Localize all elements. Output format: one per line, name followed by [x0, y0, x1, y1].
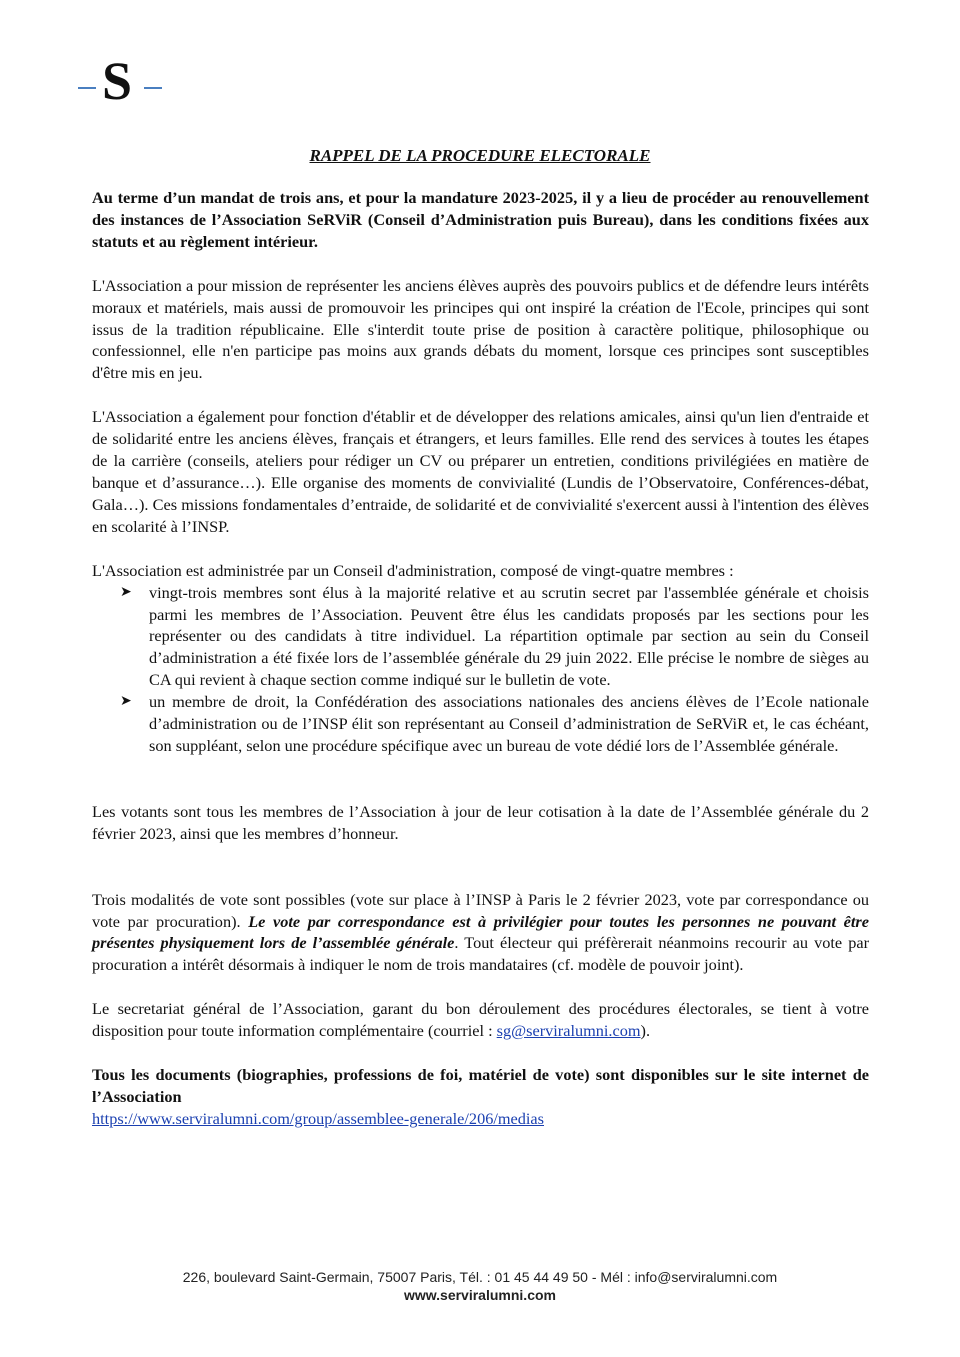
- secretariat-email-link[interactable]: sg@serviralumni.com: [496, 1021, 641, 1041]
- mission-paragraph: L'Association a pour mission de représenter les anciens élèves auprès des pouvoirs publics et de défendre leurs intérêts moraux et matériels, mais aussi de promouvoir les principes qui ont inspiré la création de l'Ecole, principes qui sont issus de la tradition républicaine. Elle s'interdit toute prise de position à caractère politique, philosophique ou confessionnel, elle n'en participe pas moins aux grands débats du moment, lorsque ces principes sont susceptibles d'être mis en jeu.: [92, 275, 869, 383]
- votants-paragraph: Les votants sont tous les membres de l’Association à jour de leur cotisation à la date de l’Assemblée générale du 2 février 2023, ainsi que les membres d’honneur.: [92, 801, 869, 843]
- modalites-text-end: . Tout électeur qui préfèrerait néanmoins recourir au vote par procuration a intérêt désormais à indiquer le nom de trois mandataires (cf. modèle de pouvoir joint).: [92, 933, 869, 975]
- arrowhead-bullet-icon: ➤: [120, 694, 132, 710]
- list-item-text: un membre de droit, la Confédération des associations nationales des anciens élèves de l’Ecole nationale d’administration ou de l’INSP élit son représentant au Conseil d’administration de SeRViR et, le cas échéant, son suppléant, selon une procédure spécifique avec un bureau de vote dédié lors de l’Assemblée générale.: [149, 692, 869, 755]
- list-item: [120, 582, 869, 692]
- modalites-paragraph: [92, 889, 869, 977]
- document-body: [92, 187, 869, 1130]
- logo-dash-right: [144, 87, 162, 89]
- arrowhead-bullet-icon: ➤: [120, 584, 132, 600]
- logo-dash-left: [78, 87, 96, 89]
- footer-address: 226, boulevard Saint-Germain, 75007 Paris, Tél. : 01 45 44 49 50 - Mél : info@serviralumni.com: [182, 1269, 778, 1285]
- list-item: [120, 691, 869, 757]
- documents-url-link[interactable]: https://www.serviralumni.com/group/assemblee-generale/206/medias: [92, 1108, 544, 1128]
- footer-website: www.serviralumni.com: [404, 1287, 556, 1303]
- conseil-members-list: [92, 582, 869, 757]
- documents-paragraph: Tous les documents (biographies, professions de foi, matériel de vote) sont disponibles sur le site internet de l’Association: [92, 1065, 869, 1106]
- secretariat-text-start: Le secretariat général de l’Association, garant du bon déroulement des procédures électorales, se tient à votre disposition pour toute information complémentaire (courriel :: [92, 999, 869, 1041]
- list-item-text: vingt-trois membres sont élus à la majorité relative et au scrutin secret par l'assemblée générale et choisis parmi les membres de l’Association. Peuvent être élus les candidats proposés par les sections pour les représenter ou des candidats à titre individuel. La répartition optimale par section au sein du Conseil d’administration a été fixée lors de l’assemblée générale du 29 juin 2022. Elle précise le nombre de sièges au CA qui revient à chaque section comme indiqué sur le bulletin de vote.: [149, 582, 869, 690]
- modalites-text-start: Trois modalités de vote sont possibles (vote sur place à l’INSP à Paris le 2 février 2023, vote par correspondance ou vote par procuration).: [92, 889, 869, 931]
- fonction-paragraph: L'Association a également pour fonction d'établir et de développer des relations amicales, ainsi qu'un lien d'entraide et de solidarité entre les anciens élèves, français et étrangers, et leurs familles. Elle rend des services à toutes les étapes de la carrière (conseils, ateliers pour rédiger un CV ou préparer un entretien, conditions privilégiées en matière de banque et d’assurance…). Elle organise des moments de convivialité (Lundis de l’Observatoire, Conférences-débat, Gala…). Ces missions fondamentales d’entraide, de solidarité et de convivialité s'exercent aussi à l'intention des élèves en scolarité à l’INSP.: [92, 407, 869, 536]
- document-title: RAPPEL DE LA PROCEDURE ELECTORALE: [309, 146, 651, 165]
- conseil-paragraph: L'Association est administrée par un Conseil d'administration, composé de vingt-quatre membres :: [92, 560, 734, 580]
- servir-logo: [78, 51, 168, 112]
- logo-letter: S: [102, 51, 133, 111]
- secretariat-paragraph: [92, 998, 869, 1042]
- secretariat-text-end: ).: [640, 1021, 651, 1041]
- page-footer: [0, 1268, 960, 1304]
- modalites-emphasis: Le vote par correspondance est à privilégier pour toutes les personnes ne pouvant être présentes physiquement lors de l’assemblée générale: [92, 911, 869, 953]
- intro-paragraph: Au terme d’un mandat de trois ans, et pour la mandature 2023-2025, il y a lieu de procéder au renouvellement des instances de l’Association SeRViR (Conseil d’Administration puis Bureau), dans les conditions fixées aux statuts et au règlement intérieur.: [92, 188, 869, 251]
